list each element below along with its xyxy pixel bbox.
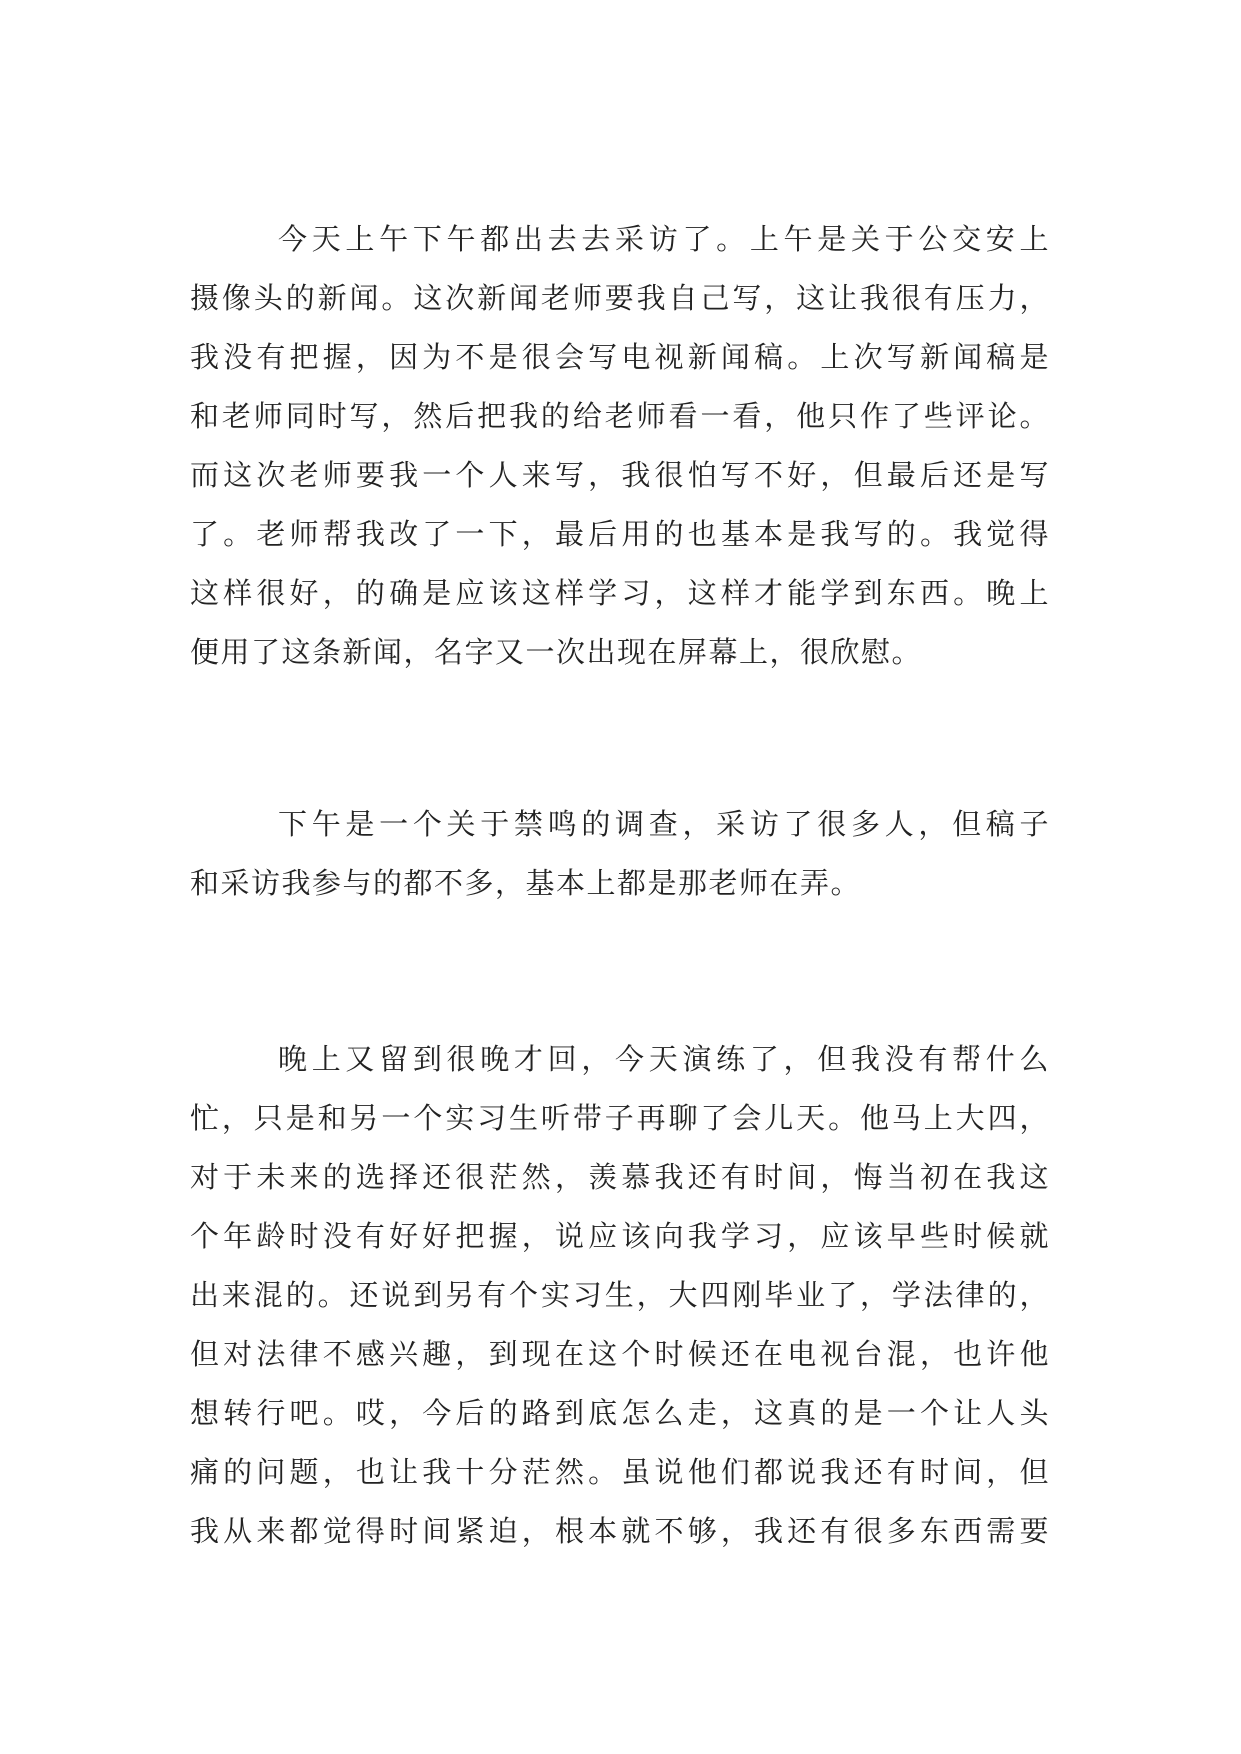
text-line: 忙，只是和另一个实习生听带子再聊了会儿天。他马上大四， — [190, 1101, 1050, 1135]
text-line: 下午是一个关于禁鸣的调查，采访了很多人，但稿子 — [278, 807, 1050, 841]
text-line: 痛的问题，也让我十分茫然。虽说他们都说我还有时间，但 — [190, 1455, 1050, 1489]
text-line: 想转行吧。哎，今后的路到底怎么走，这真的是一个让人头 — [190, 1396, 1050, 1430]
text-line: 我没有把握，因为不是很会写电视新闻稿。上次写新闻稿是 — [190, 340, 1050, 374]
text-line: 这样很好，的确是应该这样学习，这样才能学到东西。晚上 — [190, 576, 1050, 610]
text-line: 而这次老师要我一个人来写，我很怕写不好，但最后还是写 — [190, 458, 1050, 492]
text-line: 和老师同时写，然后把我的给老师看一看，他只作了些评论。 — [190, 399, 1050, 433]
text-line: 个年龄时没有好好把握，说应该向我学习，应该早些时候就 — [190, 1219, 1050, 1253]
paragraph — [190, 1030, 1050, 1561]
text-line: 便用了这条新闻，名字又一次出现在屏幕上，很欣慰。 — [190, 635, 923, 669]
text-line: 今天上午下午都出去去采访了。上午是关于公交安上 — [278, 222, 1050, 256]
text-line: 我从来都觉得时间紧迫，根本就不够，我还有很多东西需要 — [190, 1514, 1050, 1548]
paragraph — [190, 795, 1050, 913]
text-line: 摄像头的新闻。这次新闻老师要我自己写，这让我很有压力， — [190, 281, 1050, 315]
text-line: 出来混的。还说到另有个实习生，大四刚毕业了，学法律的， — [190, 1278, 1050, 1312]
text-line: 对于未来的选择还很茫然，羡慕我还有时间，悔当初在我这 — [190, 1160, 1050, 1194]
paragraph — [190, 210, 1050, 682]
text-line: 晚上又留到很晚才回，今天演练了，但我没有帮什么 — [278, 1042, 1050, 1076]
text-line: 但对法律不感兴趣，到现在这个时候还在电视台混，也许他 — [190, 1337, 1050, 1371]
text-line: 和采访我参与的都不多，基本上都是那老师在弄。 — [190, 866, 862, 900]
text-line: 了。老师帮我改了一下，最后用的也基本是我写的。我觉得 — [190, 517, 1050, 551]
